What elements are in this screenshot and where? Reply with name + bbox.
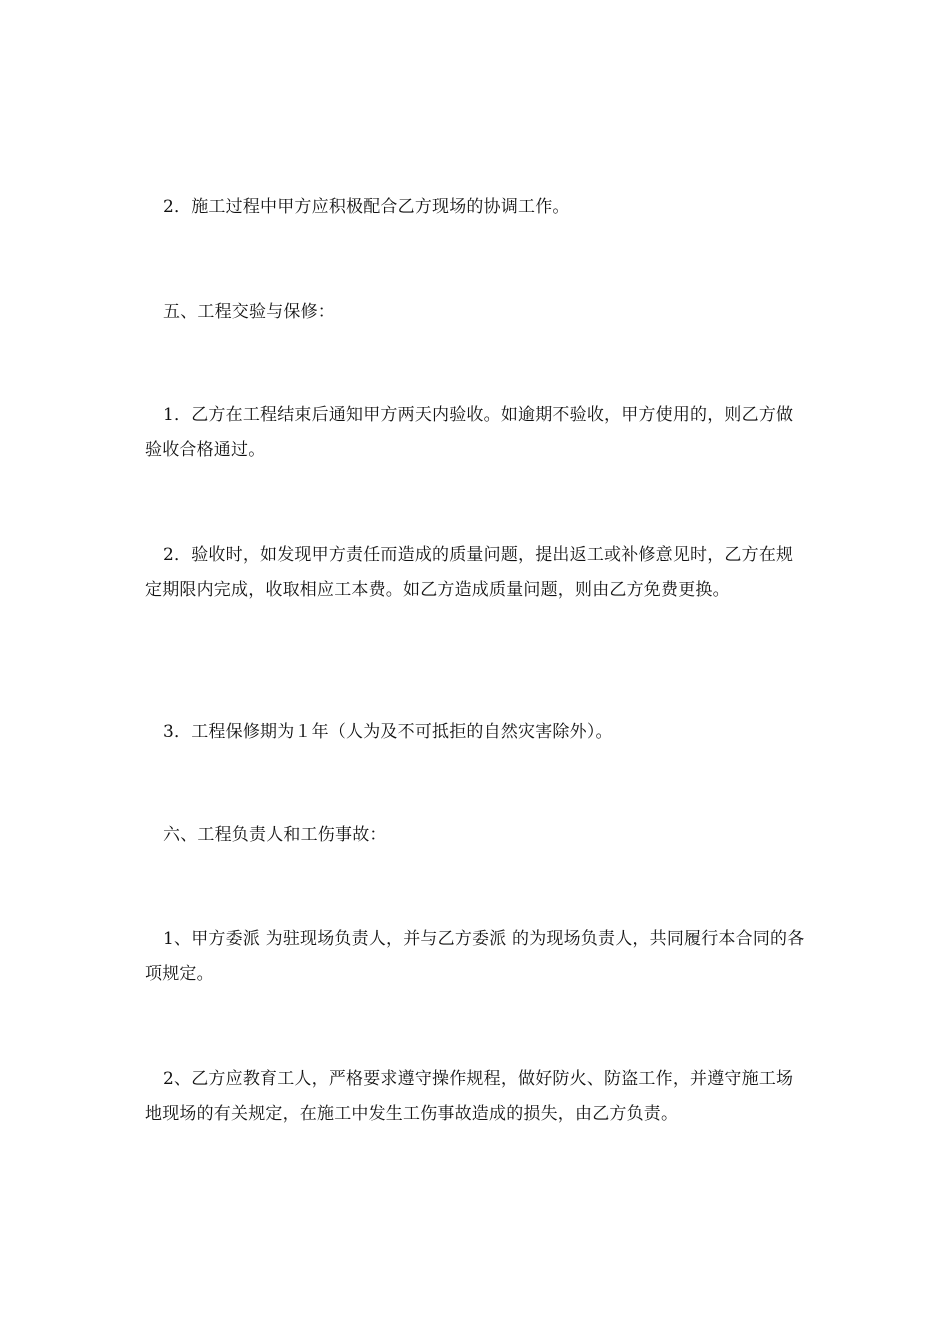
clause-6-2: 2、乙方应教育工人，严格要求遵守操作规程，做好防火、防盗工作，并遵守施工场地现场的有关规定，在施工中发生工伤事故造成的损失，由乙方负责。	[145, 1069, 794, 1124]
clause-5-1: 1．乙方在工程结束后通知甲方两天内验收。如逾期不验收，甲方使用的，则乙方做验收合格通过。	[145, 405, 794, 460]
clause-6-1: 1、甲方委派 为驻现场负责人，并与乙方委派 的为现场负责人，共同履行本合同的各项规定。	[145, 929, 805, 984]
section-heading-responsible-person-injury: 六、工程负责人和工伤事故：	[163, 825, 387, 845]
clause-5-3: 3．工程保修期为１年（人为及不可抵拒的自然灾害除外）。	[163, 722, 613, 742]
section-heading-acceptance-warranty: 五、工程交验与保修：	[163, 302, 335, 322]
clause-4-2: 2．施工过程中甲方应积极配合乙方现场的协调工作。	[163, 197, 570, 217]
clause-5-2: 2．验收时，如发现甲方责任而造成的质量问题，提出返工或补修意见时，乙方在规定期限内完成，收取相应工本费。如乙方造成质量问题，则由乙方免费更换。	[145, 545, 794, 600]
